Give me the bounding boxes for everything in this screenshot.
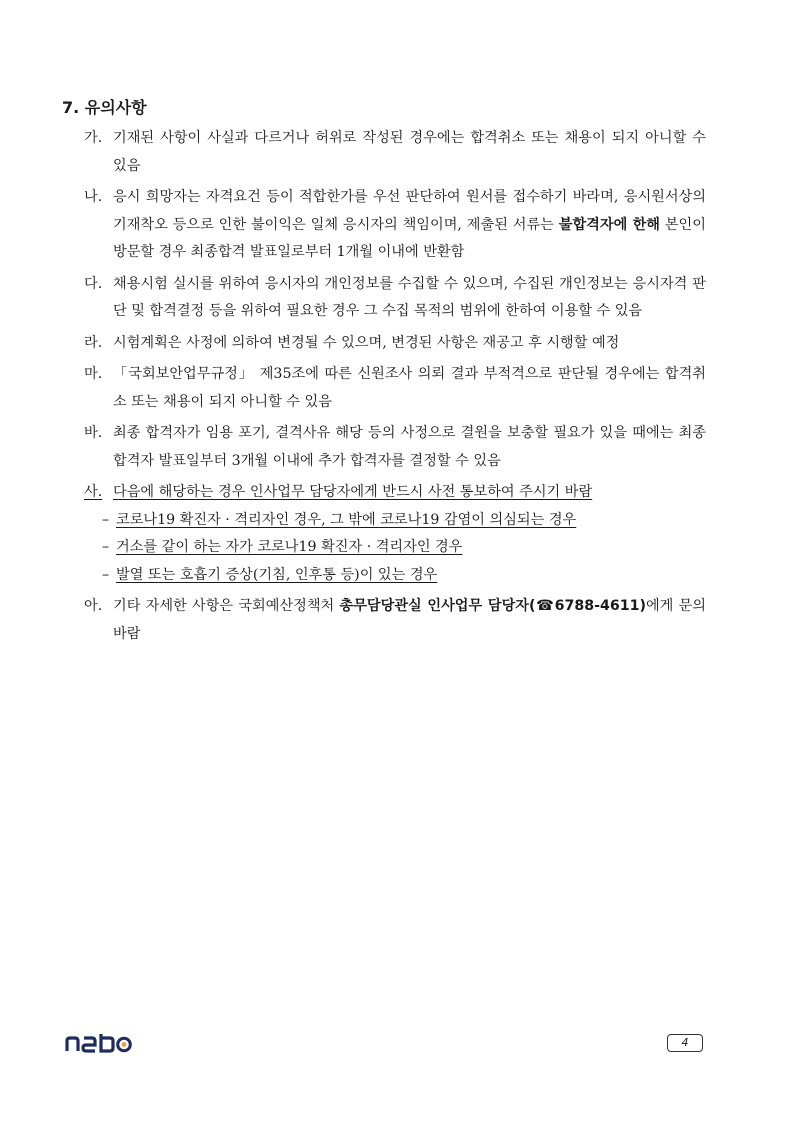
- nabo-logo: [64, 1032, 134, 1054]
- dash-marker: –: [102, 566, 110, 583]
- item-text: 채용시험 실시를 위하여 응시자의 개인정보를 수집할 수 있으며, 수집된 개인정보는 응시자격 판단 및 합격결정 등을 위하여 필요한 경우 그 수집 목적의 범위에 한하여 이용할 수 있음: [113, 275, 706, 319]
- sub-item-text: 코로나19 확진자 · 격리자인 경우, 그 밖에 코로나19 감염이 의심되는 경우: [116, 511, 577, 528]
- sub-list-item: [84, 562, 706, 590]
- list-item: [84, 593, 706, 648]
- item-text: 최종 합격자가 임용 포기, 결격사유 해당 등의 사정으로 결원을 보충할 필요가 있을 때에는 최종합격자 발표일부터 3개월 이내에 추가 합격자를 결정할 수 있음: [113, 425, 706, 469]
- sub-list-item: [84, 534, 706, 562]
- item-text: 다음에 해당하는 경우 인사업무 담당자에게 반드시 사전 통보하여 주시기 바람: [113, 484, 593, 500]
- list-item-underlined: [84, 479, 706, 507]
- text-segment: 응시 희망자는 자격요건 등이 적합한가를 우선 판단하여 원서를 접수하기 바라며, 응시원서상의 기재착오 등으로 인한 불이익은 일체 응시자의 책임이며, 제출된 서류는: [113, 189, 706, 233]
- item-marker: 바.: [84, 425, 103, 441]
- list-item: [84, 184, 706, 267]
- item-text: [113, 184, 706, 267]
- item-marker: 라.: [84, 334, 103, 351]
- list-item: [84, 361, 706, 416]
- bold-emphasis: 불합격자에 한해: [558, 216, 660, 233]
- list-item: [84, 125, 706, 180]
- item-marker: 나.: [84, 189, 103, 205]
- item-marker: 가.: [84, 130, 103, 146]
- item-text: 기재된 사항이 사실과 다르거나 허위로 작성된 경우에는 합격취소 또는 채용이 되지 아니할 수 있음: [113, 130, 706, 174]
- dash-marker: –: [102, 511, 110, 528]
- sub-item-text: 발열 또는 호흡기 증상(기침, 인후통 등)이 있는 경우: [116, 566, 438, 583]
- list-item: [84, 330, 706, 358]
- item-text: [113, 593, 706, 648]
- page-number: 4: [667, 1034, 703, 1052]
- item-text: 「국회보안업무규정」 제35조에 따른 신원조사 의뢰 결과 부적격으로 판단될 경우에는 합격취소 또는 채용이 되지 아니할 수 있음: [113, 366, 706, 410]
- text-segment: 기타 자세한 사항은 국회예산정책처: [113, 598, 340, 614]
- dash-marker: –: [102, 539, 110, 555]
- item-marker: 사.: [84, 484, 103, 500]
- text-segment: 본인이 방문할 경우 최종합격 발표일로부터 1개월 이내에 반환함: [113, 216, 706, 260]
- item-marker: 마.: [84, 366, 103, 382]
- sub-list-item: [84, 507, 706, 535]
- list-item: [84, 271, 706, 326]
- item-marker: 아.: [84, 598, 103, 614]
- text-segment: 에게 문의 바람: [113, 598, 706, 642]
- notice-list: [84, 125, 706, 652]
- item-marker: 다.: [84, 275, 103, 292]
- item-text: 시험계획은 사정에 의하여 변경될 수 있으며, 변경된 사항은 재공고 후 시행할 예정: [113, 334, 620, 351]
- section-title: 7. 유의사항: [62, 98, 147, 117]
- sub-item-text: 거소를 같이 하는 자가 코로나19 확진자 · 격리자인 경우: [116, 539, 463, 555]
- bold-emphasis: 총무담당관실 인사업무 담당자(☎6788-4611): [339, 598, 646, 614]
- list-item: [84, 420, 706, 475]
